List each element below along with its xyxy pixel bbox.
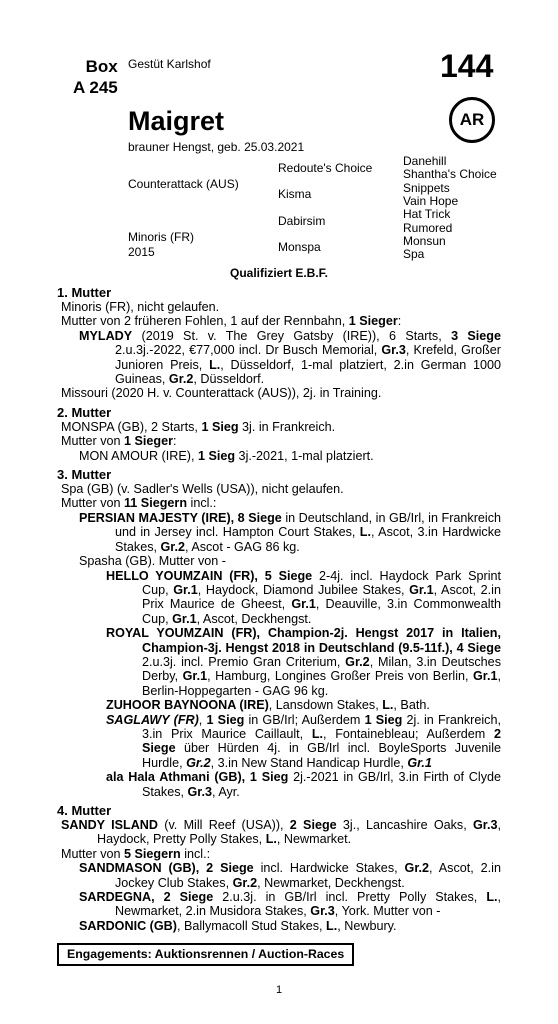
produce-line: Mutter von 11 Siegern incl.: bbox=[61, 496, 217, 511]
pedigree-sire: Counterattack (AUS) bbox=[128, 177, 239, 191]
fourth-dam-section bbox=[57, 803, 501, 933]
pedigree-gen3-5: Hat Trick bbox=[403, 207, 451, 221]
produce-entry: Spasha (GB). Mutter von - bbox=[79, 554, 226, 569]
pedigree-gen3-3: Snippets bbox=[403, 181, 450, 195]
produce-entry: ROYAL YOUMZAIN (FR), Champion-2j. Hengst 2017 in Italien, Champion-3j. Hengst 2018 in Deutschland (9.5-11f.), 4 Siege 2.u.3j. incl. Premio Gran Criterium, Gr.2, Milan, 3.in Deutsches Derby, Gr.1, Hamburg, Longines Großer Preis von Berlin, Gr.1, Berlin-Hoppegarten - GAG 96 kg. bbox=[106, 626, 501, 698]
third-dam-section bbox=[57, 467, 501, 799]
dam-line: SANDY ISLAND (v. Mill Reef (USA)), 2 Siege 3j., Lancashire Oaks, Gr.3, Haydock, Pretty Polly Stakes, L., Newmarket. bbox=[61, 818, 501, 847]
produce-entry: Missouri (2020 H. v. Counterattack (AUS)), 2j. in Training. bbox=[61, 386, 382, 401]
pedigree-dam: Minoris (FR) bbox=[128, 230, 194, 244]
pedigree-gen3-2: Shantha's Choice bbox=[403, 167, 497, 181]
produce-line: Mutter von 1 Sieger: bbox=[61, 434, 177, 449]
ar-badge: AR bbox=[449, 97, 495, 143]
lot-number: 144 bbox=[440, 48, 494, 84]
pedigree-dam-dam: Monspa bbox=[278, 240, 321, 254]
horse-description: brauner Hengst, geb. 25.03.2021 bbox=[128, 140, 305, 154]
family-notes bbox=[57, 285, 501, 937]
engagements-box: Engagements: Auktionsrennen / Auction-Races bbox=[57, 943, 354, 966]
pedigree-sire-dam: Kisma bbox=[278, 187, 312, 201]
dam-line: MONSPA (GB), 2 Starts, 1 Sieg 3j. in Frankreich. bbox=[61, 419, 336, 434]
produce-entry: SANDMASON (GB), 2 Siege incl. Hardwicke Stakes, Gr.2, Ascot, 2.in Jockey Club Stakes, Gr.2, Newmarket, Deckhengst. bbox=[79, 861, 501, 890]
produce-entry: SAGLAWY (FR), 1 Sieg in GB/Irl; Außerdem 1 Sieg 2j. in Frankreich, 3.in Prix Maurice Caillault, L., Fontainebleau; Außerdem 2 Siege über Hürden 4j. in GB/Irl incl. BoyleSports Juvenile Hurdle, Gr.2, 3.in New Stand Handicap Hurdle, Gr.1 bbox=[106, 712, 501, 770]
box-info bbox=[73, 56, 118, 98]
section-heading: 2. Mutter bbox=[57, 404, 112, 420]
produce-entry: ala Hala Athmani (GB), 1 Sieg 2j.-2021 in GB/Irl, 3.in Firth of Clyde Stakes, Gr.3, Ayr. bbox=[106, 770, 502, 799]
qualification: Qualifiziert E.B.F. bbox=[229, 266, 328, 280]
section-heading: 3. Mutter bbox=[57, 467, 112, 483]
first-dam-section bbox=[57, 285, 501, 401]
produce-line: Mutter von 2 früheren Fohlen, 1 auf der Rennbahn, 1 Sieger: bbox=[61, 314, 402, 329]
produce-entry: MON AMOUR (IRE), 1 Sieg 3j.-2021, 1-mal platziert. bbox=[79, 448, 374, 463]
pedigree-gen3-6: Rumored bbox=[403, 221, 453, 235]
produce-entry: MYLADY (2019 St. v. The Grey Gatsby (IRE)), 6 Starts, 3 Siege 2.u.3j.-2022, €77,000 incl. Dr Busch Memorial, Gr.3, Krefeld, Großer Junioren Preis, L., Düsseldorf, 1-mal platziert, 2.in German 1000 Guineas, Gr.2, Düsseldorf. bbox=[79, 328, 502, 387]
produce-entry: ZUHOOR BAYNOONA (IRE), Lansdown Stakes, L., Bath. bbox=[106, 698, 430, 713]
produce-entry: SARDONIC (GB), Ballymacoll Stud Stakes, L., Newbury. bbox=[79, 918, 397, 933]
produce-line: Mutter von 5 Siegern incl.: bbox=[61, 846, 211, 861]
produce-entry: HELLO YOUMZAIN (FR), 5 Siege 2-4j. incl. Haydock Park Sprint Cup, Gr.1, Haydock, Diamond Jubilee Stakes, Gr.1, Ascot, 2.in Prix Maurice de Gheest, Gr.1, Deauville, 3.in Commonwealth Cup, Gr.1, Ascot, Deckhengst. bbox=[106, 568, 501, 626]
pedigree-gen3-8: Spa bbox=[403, 247, 425, 261]
dam-line: Minoris (FR), nicht gelaufen. bbox=[61, 300, 220, 314]
section-heading: 1. Mutter bbox=[57, 285, 112, 300]
horse-name: Maigret bbox=[128, 106, 225, 136]
pedigree-dam-sire: Dabirsim bbox=[278, 214, 326, 228]
pedigree-sire-sire: Redoute's Choice bbox=[278, 161, 373, 175]
box-label: Box bbox=[85, 57, 118, 76]
produce-entry: SARDEGNA, 2 Siege 2.u.3j. in GB/Irl incl. Pretty Polly Stakes, L., Newmarket, 2.in Musidora Stakes, Gr.3, York. Mutter von - bbox=[79, 890, 502, 919]
pedigree-gen3-4: Vain Hope bbox=[403, 194, 459, 208]
consignor: Gestüt Karlshof bbox=[128, 57, 211, 71]
page-number: 1 bbox=[275, 984, 283, 996]
second-dam-section bbox=[57, 405, 501, 463]
pedigree-dam-year: 2015 bbox=[128, 245, 155, 259]
produce-entry: PERSIAN MAJESTY (IRE), 8 Siege in Deutschland, in GB/Irl, in Frankreich und in Jersey incl. Hampton Court Stakes, L., Ascot, 3.in Hardwicke Stakes, Gr.2, Ascot - GAG 86 kg. bbox=[79, 510, 501, 554]
dam-line: Spa (GB) (v. Sadler's Wells (USA)), nicht gelaufen. bbox=[61, 482, 344, 497]
pedigree-gen3-1: Danehill bbox=[403, 154, 447, 168]
box-number: A 245 bbox=[73, 78, 118, 97]
pedigree-gen3-7: Monsun bbox=[403, 234, 446, 248]
section-heading: 4. Mutter bbox=[57, 803, 112, 818]
